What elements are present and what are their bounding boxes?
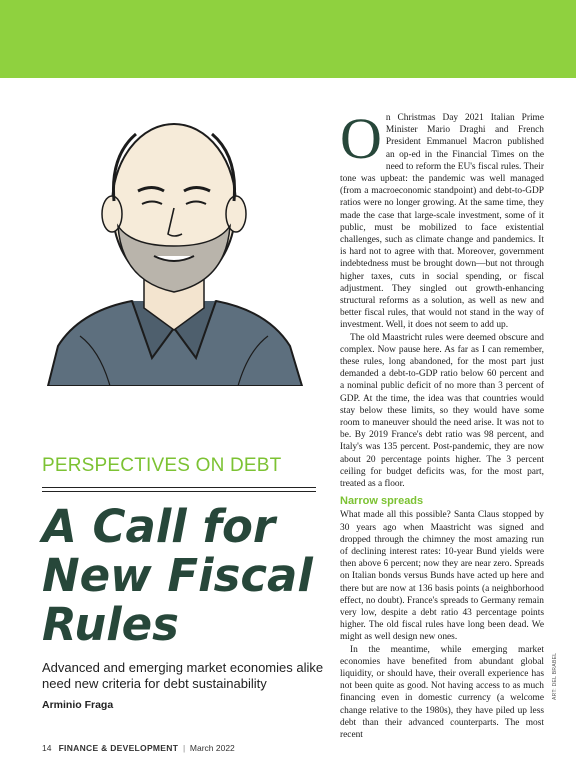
section-kicker: PERSPECTIVES ON DEBT: [42, 455, 282, 476]
drop-cap: O: [340, 106, 382, 171]
page-footer: [42, 743, 235, 753]
publication-name: FINANCE & DEVELOPMENT: [58, 743, 179, 753]
issue-date: March 2022: [189, 743, 235, 753]
portrait-illustration-icon: [40, 96, 308, 386]
top-green-band: [0, 0, 576, 78]
footer-separator: |: [182, 743, 186, 753]
section-subhead: Narrow spreads: [340, 495, 424, 508]
headline-line-3: Rules: [42, 598, 179, 651]
portrait-illustration: [40, 96, 308, 386]
art-credit: ART: DEL BRABEL: [552, 652, 558, 700]
body-paragraph-3: What made all this possible? Santa Claus stopped by 30 years ago when Maastricht was signed and dropped through the chimney the most amazing run of declining interest rates: 10-year Bund yields were then above 6 percent; now they are near zero. Spreads on Italian bonds versus Bunds have acted up here and there but are now at 136 basis points (a neighborhood effect, no doubt). France's spreads to Germany remain very low, despite a debt ratio 43 percentage points higher. The old fiscal rules have long been dead. We might as well design new ones.: [340, 510, 544, 643]
headline-line-2: New Fiscal: [42, 549, 313, 602]
headline-line-1: A Call for: [42, 500, 276, 553]
article-headline: [42, 502, 328, 649]
article-deck: Advanced and emerging market economies alike need new criteria for debt sustainability: [42, 660, 324, 691]
body-paragraph-4: In the meantime, while emerging market economies have benefited from abundant global liquidity, or should have, their overall experience has not been quite as good. Not having access to as much financing even in domestic currency (a welcome change relative to the 1980s), they have piled up less debt than their advanced counterparts. The most recent: [340, 644, 544, 740]
kicker-divider: [42, 487, 316, 492]
body-paragraph-2: The old Maastricht rules were deemed obscure and complex. Now pause here. As far as I can remember, these rules, long abandoned, for the most part just demanded a debt-to-GDP ratio below 60 percent and a nominal public deficit of no more than 3 percent of GDP. At the time, the idea was that countries would stay below these limits, so they would have some room to maneuver should the need arise. It was not to be. By 2019 France's debt ratio was 98 percent, and Italy's was 135 percent. Post-pandemic, they are now about 20 percentage points higher. The 3 percent ceiling for budget deficits was, for the most part, treated as a floor.: [340, 332, 544, 490]
body-paragraph-1-text: n Christmas Day 2021 Italian Prime Minister Mario Draghi and French President Emmanuel Macron published an op-ed in the Financial Times on the need to reform the EU's fiscal rules. Their tone was upbeat: the pandemic was well managed (from a macroeconomic standpoint) and debt-to-GDP ratios were no longer growing. At the same time, they made the case that large-scale investment, some of it public, must be mobilized to face existential challenges, such as climate change and pandemics. It is hard not to agree with that. Moreover, government indebtedness must be brought down—but not through higher taxes, cuts in social spending, or fiscal adjustment. They singled out growth-enhancing structural reforms as a solution, as well as new and better fiscal rules, that would not stand in the way of investment. Well, it does not seem to add up.: [340, 113, 544, 331]
author-byline: Arminio Fraga: [42, 699, 114, 711]
article-body: [340, 106, 544, 741]
page-number: 14: [42, 743, 52, 753]
body-paragraph-1: [340, 106, 544, 332]
